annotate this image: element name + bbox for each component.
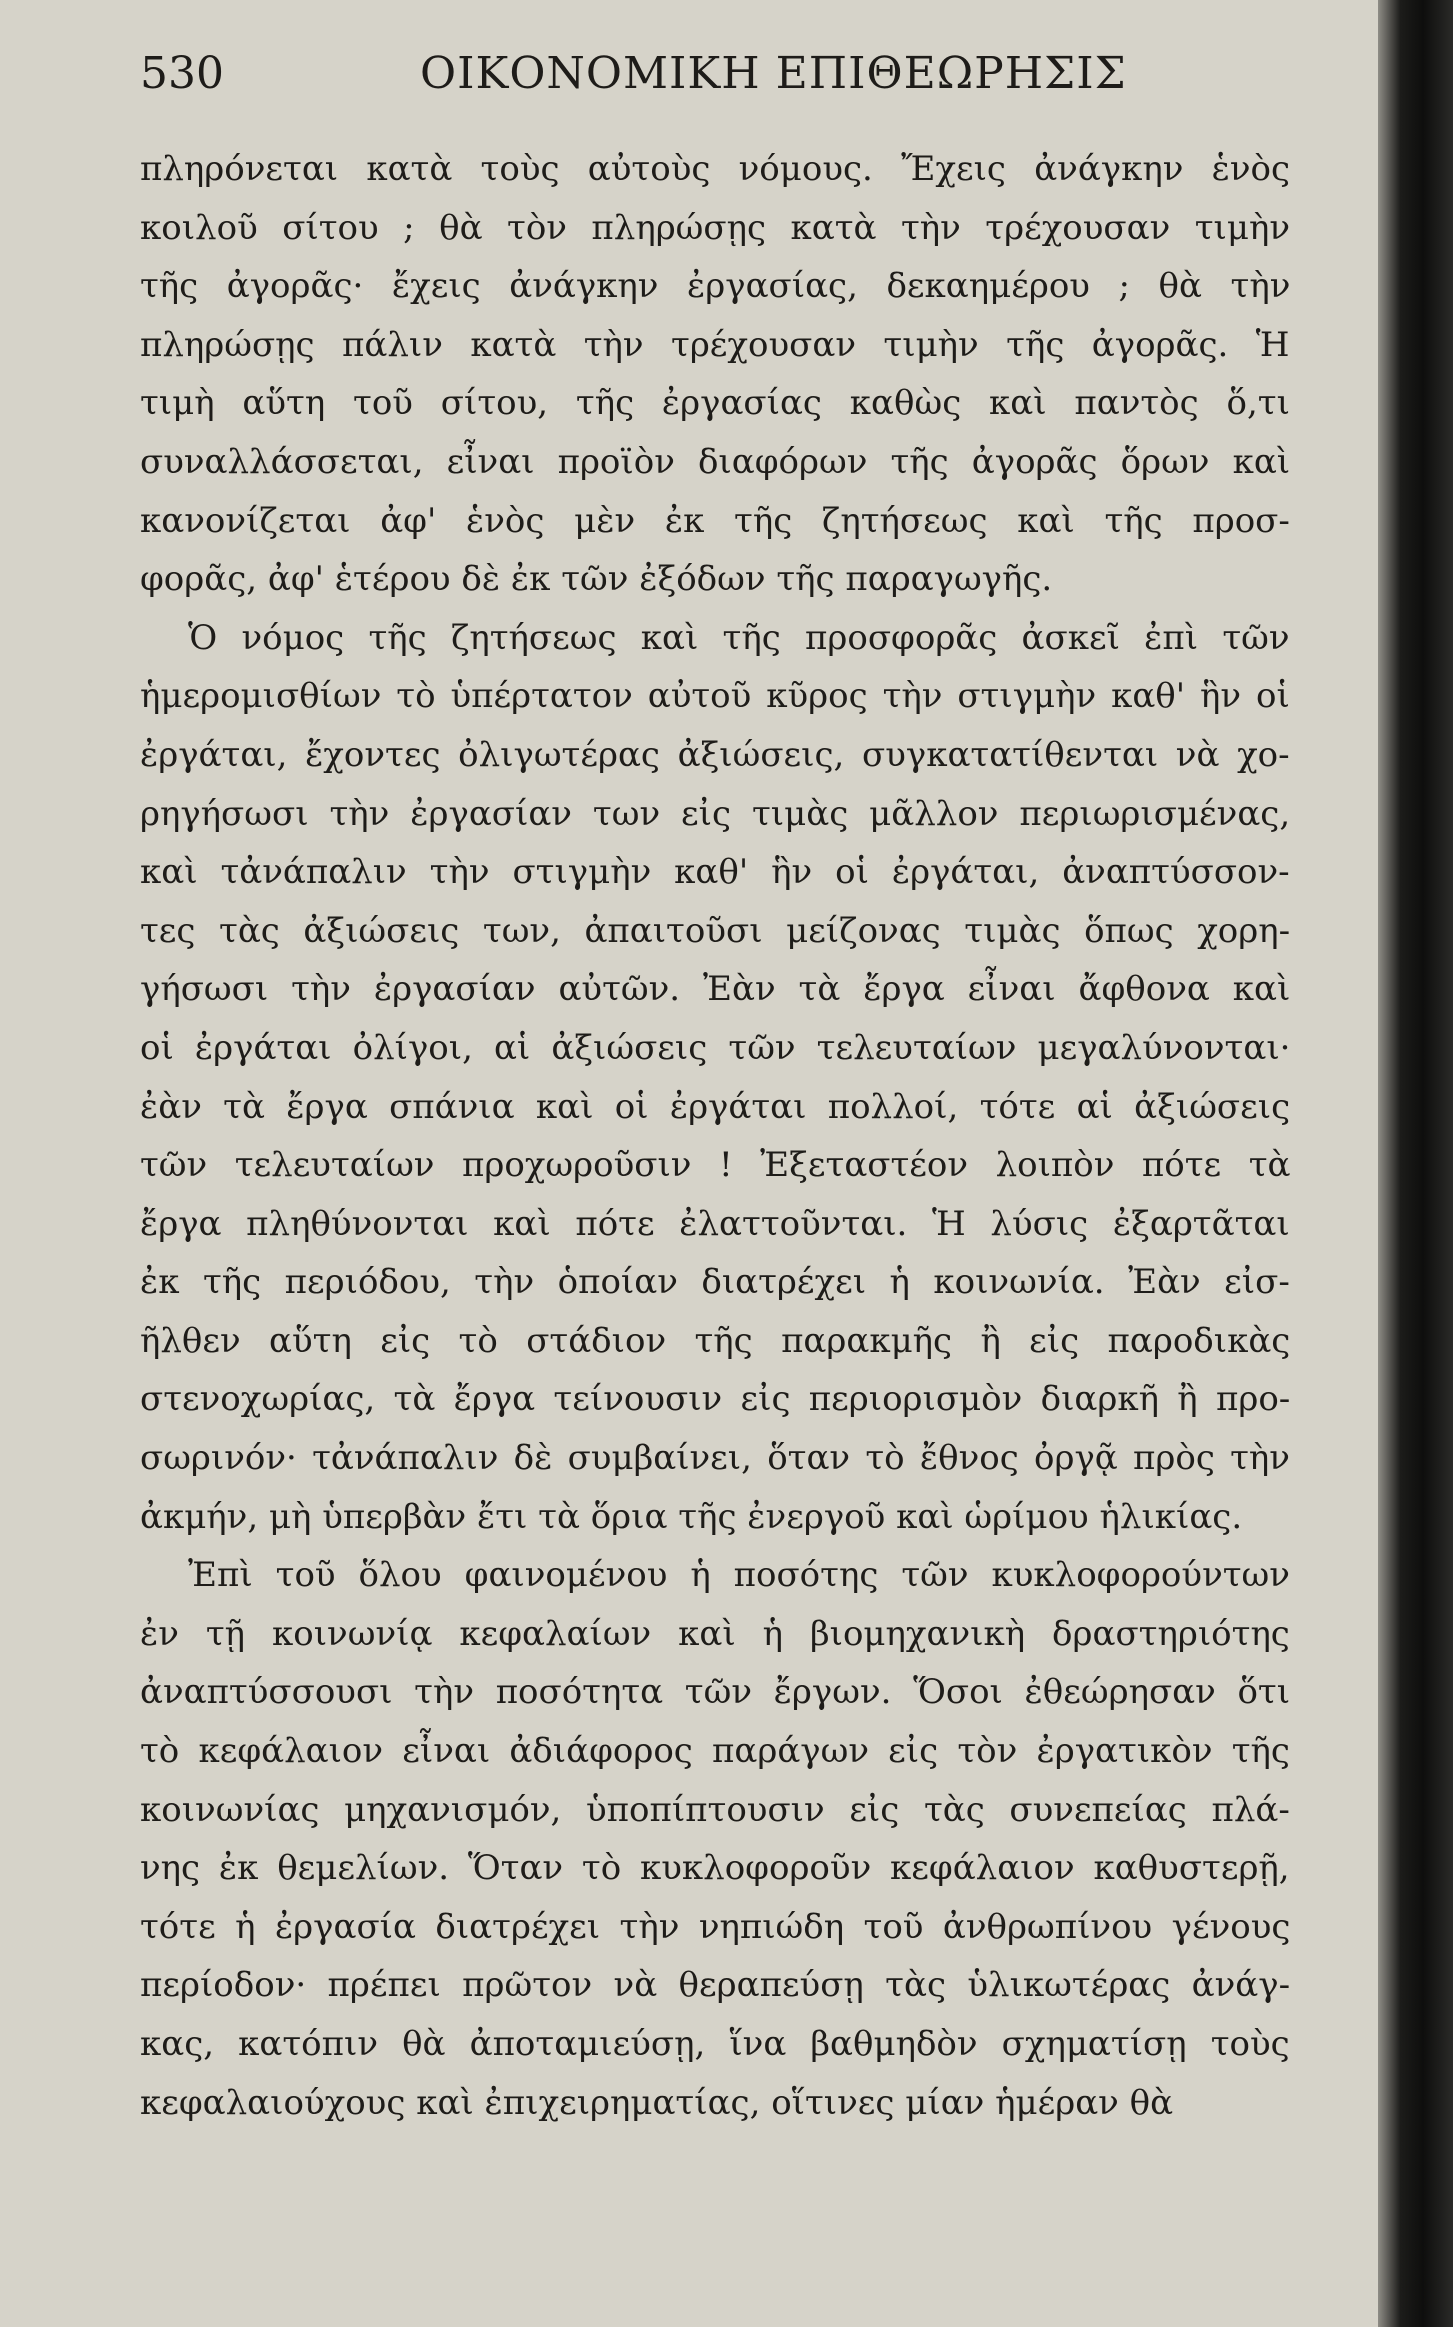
text-line: ἐν τῇ κοινωνίᾳ κεφαλαίων καὶ ἡ βιομηχανικὴ δραστηριότης: [140, 1613, 1290, 1654]
text-line: νης ἐκ θεμελίων. Ὅταν τὸ κυκλοφοροῦν κεφάλαιον καθυστερῇ,: [140, 1848, 1290, 1889]
text-line: τες τὰς ἀξιώσεις των, ἀπαιτοῦσι μείζονας τιμὰς ὅπως χορη-: [140, 910, 1291, 951]
text-line: κοινωνίας μηχανισμόν, ὑποπίπτουσιν εἰς τὰς συνεπείας πλά-: [140, 1789, 1290, 1830]
text-line: τῆς ἀγορᾶς· ἔχεις ἀνάγκην ἐργασίας, δεκαημέρου ; θὰ τὴν: [140, 266, 1291, 307]
text-line: ῆλθεν αὕτη εἰς τὸ στάδιον τῆς παρακμῆς ἢ εἰς παροδικὰς: [140, 1320, 1291, 1361]
text-line: πληρώσῃς πάλιν κατὰ τὴν τρέχουσαν τιμὴν τῆς ἀγορᾶς. Ἡ: [140, 324, 1290, 365]
text-line: ρηγήσωσι τὴν ἐργασίαν των εἰς τιμὰς μᾶλλον περιωρισμένας,: [140, 793, 1291, 834]
text-line: οἱ ἐργάται ὀλίγοι, αἱ ἀξιώσεις τῶν τελευταίων μεγαλύνονται·: [140, 1027, 1291, 1068]
text-line: κοιλοῦ σίτου ; θὰ τὸν πληρώσῃς κατὰ τὴν τρέχουσαν τιμὴν: [140, 207, 1291, 248]
text-line: ἐργάται, ἔχοντες ὀλιγωτέρας ἀξιώσεις, συγκατατίθενται νὰ χο-: [140, 734, 1290, 775]
running-title: ΟΙΚΟΝΟΜΙΚΗ ΕΠΙΘΕΩΡΗΣΙΣ: [420, 48, 1127, 99]
page-number: 530: [140, 48, 224, 99]
text-line: ἐὰν τὰ ἔργα σπάνια καὶ οἱ ἐργάται πολλοί, τότε αἱ ἀξιώσεις: [140, 1086, 1291, 1127]
text-line: σωρινόν· τἀνάπαλιν δὲ συμβαίνει, ὅταν τὸ ἔθνος ὀργᾷ πρὸς τὴν: [140, 1438, 1290, 1479]
text-line: περίοδον· πρέπει πρῶτον νὰ θεραπεύσῃ τὰς ὑλικωτέρας ἀνάγ-: [140, 1965, 1291, 2006]
text-line: καὶ τἀνάπαλιν τὴν στιγμὴν καθ' ἣν οἱ ἐργάται, ἀναπτύσσον-: [140, 852, 1290, 893]
text-line: κας, κατόπιν θὰ ἀποταμιεύσῃ, ἵνα βαθμηδὸν σχηματίσῃ τοὺς: [140, 2024, 1290, 2064]
text-line: συναλλάσσεται, εἶναι προϊὸν διαφόρων τῆς ἀγορᾶς ὅρων καὶ: [140, 441, 1291, 482]
text-line: ἀκμήν, μὴ ὑπερβὰν ἔτι τὰ ὅρια τῆς ἐνεργοῦ καὶ ὡρίμου ἡλικίας.: [140, 1496, 1243, 1537]
text-line: πληρόνεται κατὰ τοὺς αὐτοὺς νόμους. Ἔχεις ἀνάγκην ἑνὸς: [140, 149, 1291, 189]
text-line: τιμὴ αὕτη τοῦ σίτου, τῆς ἐργασίας καθὼς καὶ παντὸς ὅ,τι: [140, 383, 1290, 424]
text-line: κεφαλαιούχους καὶ ἐπιχειρηματίας, οἵτινες μίαν ἡμέραν θὰ: [140, 2082, 1174, 2123]
text-line: τῶν τελευταίων προχωροῦσιν ! Ἐξεταστέον λοιπὸν πότε τὰ: [140, 1145, 1291, 1186]
text-line: ἐκ τῆς περιόδου, τὴν ὁποίαν διατρέχει ἡ κοινωνία. Ἐὰν εἰσ-: [140, 1262, 1290, 1303]
text-line: Ἐπὶ τοῦ ὅλου φαινομένου ἡ ποσότης τῶν κυκλοφορούντων: [188, 1555, 1290, 1596]
page-header: [140, 40, 1310, 110]
text-line: φορᾶς, ἀφ' ἑτέρου δὲ ἐκ τῶν ἐξόδων τῆς παραγωγῆς.: [140, 559, 1053, 600]
text-line: στενοχωρίας, τὰ ἔργα τείνουσιν εἰς περιορισμὸν διαρκῆ ἢ προ-: [140, 1379, 1291, 1420]
text-line: ἔργα πληθύνονται καὶ πότε ἐλαττοῦνται. Ἡ λύσις ἐξαρτᾶται: [140, 1203, 1290, 1244]
book-binding-edge: [1378, 0, 1453, 2327]
text-line: τότε ἡ ἐργασία διατρέχει τὴν νηπιώδη τοῦ ἀνθρωπίνου γένους: [140, 1906, 1291, 1947]
page-body-text: [140, 140, 1290, 2132]
text-line: ἀναπτύσσουσι τὴν ποσότητα τῶν ἔργων. Ὅσοι ἐθεώρησαν ὅτι: [140, 1672, 1291, 1713]
text-line: Ὁ νόμος τῆς ζητήσεως καὶ τῆς προσφορᾶς ἀσκεῖ ἐπὶ τῶν: [188, 617, 1290, 658]
text-line: ἡμερομισθίων τὸ ὑπέρτατον αὐτοῦ κῦρος τὴν στιγμὴν καθ' ἣν οἱ: [140, 676, 1290, 717]
text-line: γήσωσι τὴν ἐργασίαν αὐτῶν. Ἐὰν τὰ ἔργα εἶναι ἄφθονα καὶ: [140, 969, 1291, 1010]
text-line: τὸ κεφάλαιον εἶναι ἀδιάφορος παράγων εἰς τὸν ἐργατικὸν τῆς: [140, 1731, 1290, 1772]
text-line: κανονίζεται ἀφ' ἑνὸς μὲν ἐκ τῆς ζητήσεως καὶ τῆς προσ-: [140, 500, 1290, 541]
